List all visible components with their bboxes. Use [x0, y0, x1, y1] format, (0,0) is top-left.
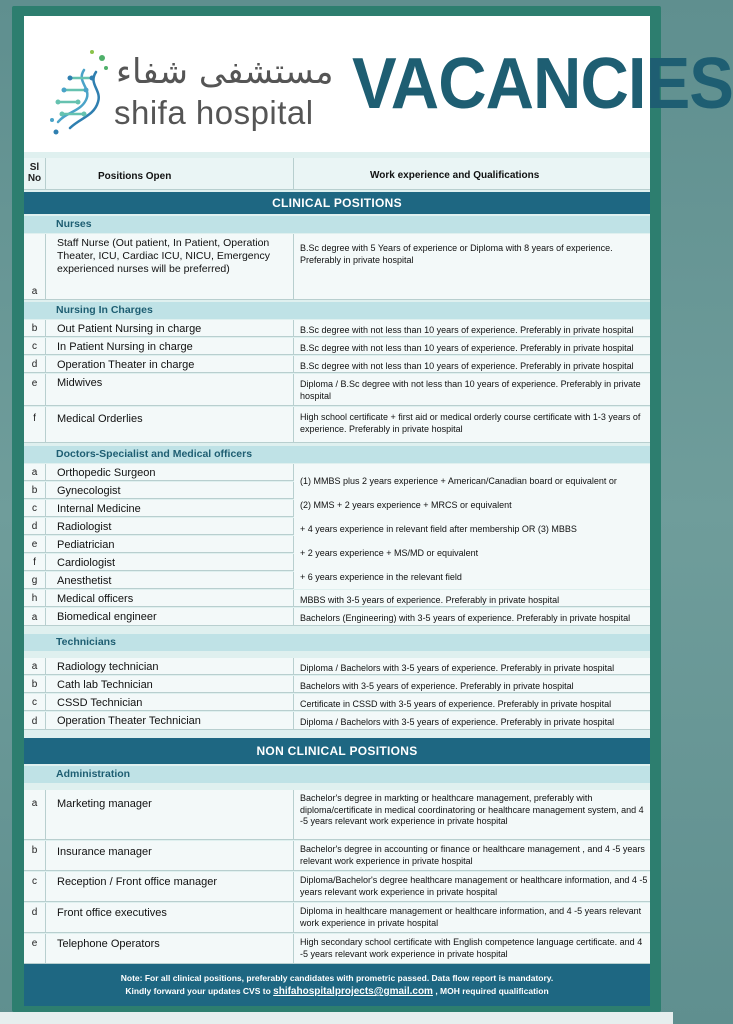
table-row: b Insurance manager Bachelor's degree in accounting or finance or healthcare management , and 4 -5 years relevant work experience in private hospital	[24, 841, 650, 871]
poster-header	[24, 16, 733, 152]
table-row: c Reception / Front office manager Diploma/Bachelor's degree healthcare management or healthcare information, and 4 -5 years relevant work experience in private hospital	[24, 872, 650, 902]
table-row: d Operation Theater Technician Diploma / Bachelors with 3-5 years of experience. Preferably in private hospital	[24, 712, 650, 730]
table-row: c Internal Medicine	[24, 500, 650, 517]
section-non-clinical: NON CLINICAL POSITIONS	[24, 738, 650, 764]
footer-contact-line	[24, 985, 650, 998]
table-row: f Medical Orderlies High school certificate + first aid or medical orderly course certificate with 1-3 years of experience. Preferably in private hospital	[24, 407, 650, 443]
doctor-qualifications: (1) MMBS plus 2 years experience + American/Canadian board or equivalent or (2) MMS + 2 years experience + MRCS or equivalent + 4 years experience in relevant field after membership OR (3) MBBS + 2 years experience + MS/MD or equivalent + 6 years experience in the relevant field	[294, 464, 650, 589]
table-row: a Biomedical engineer Bachelors (Engineering) with 3-5 years of experience. Preferably in private hospital	[24, 608, 650, 626]
table-row: c In Patient Nursing in charge B.Sc degree with not less than 10 years of experience. Preferably in private hospital	[24, 338, 650, 355]
footer-note-text: Note: For all clinical positions, preferably candidates with prometric passed. Data flow report is mandatory.	[120, 973, 554, 983]
table-row: f Cardiologist	[24, 554, 650, 571]
section-clinical: CLINICAL POSITIONS	[24, 192, 650, 214]
table-row: a Marketing manager Bachelor's degree in markting or healthcare management, preferably with diploma/certificate in medical coordinatoring or healthcare management system, and 4 -5 years relevant work experience in private hospital	[24, 790, 650, 840]
table-row: a Staff Nurse (Out patient, In Patient, Operation Theater, ICU, Cardiac ICU, NICU, Emergency experienced nurses will be preferred) B.Sc degree with 5 Years of experience or Diploma with 8 years of experience. Preferably in private hospital	[24, 234, 650, 300]
arabic-hospital-name: مستشفى شفاء	[116, 52, 334, 92]
table-row: e Pediatrician	[24, 536, 650, 553]
table-row: a Orthopedic Surgeon	[24, 464, 650, 481]
table-row: a Radiology technician Diploma / Bachelors with 3-5 years of experience. Preferably in private hospital	[24, 658, 650, 675]
subsection-doctors: Doctors-Specialist and Medical officers	[24, 446, 650, 463]
page-title: VACANCIES	[352, 44, 733, 124]
subsection-administration: Administration	[24, 766, 650, 783]
subsection-nurses: Nurses	[24, 216, 650, 233]
table-row: d Front office executives Diploma in healthcare management or healthcare information, and 4 -5 years relevant work experience in private hospital	[24, 903, 650, 933]
footer-note	[24, 964, 650, 1006]
contact-email-link[interactable]: shifahospitalprojects@gmail.com	[273, 986, 433, 997]
table-row: b Cath lab Technician Bachelors with 3-5 years of experience. Preferably in private hospital	[24, 676, 650, 693]
bottom-strip	[0, 1012, 673, 1024]
table-row: g Anesthetist	[24, 572, 650, 589]
footer-forward-text: Kindly forward your updates CVS to	[125, 986, 271, 996]
subsection-technicians: Technicians	[24, 634, 650, 651]
table-row: e Midwives Diploma / B.Sc degree with not less than 10 years of experience. Preferably in private hospital	[24, 374, 650, 406]
footer-moh-text: , MOH required qualification	[435, 986, 549, 996]
subsection-nursing-in-charges: Nursing In Charges	[24, 302, 650, 319]
header-sl: Sl No	[24, 158, 46, 189]
table-row: e Telephone Operators High secondary school certificate with English competence language certificate. and 4 -5 years relevant work experience in private hospital	[24, 934, 650, 964]
table-row: d Radiologist	[24, 518, 650, 535]
table-row: d Operation Theater in charge B.Sc degree with not less than 10 years of experience. Preferably in private hospital	[24, 356, 650, 373]
table-row: b Out Patient Nursing in charge B.Sc degree with not less than 10 years of experience. Preferably in private hospital	[24, 320, 650, 337]
header-positions: Positions Open	[46, 158, 294, 189]
table-header-row	[24, 158, 650, 190]
table-row: c CSSD Technician Certificate in CSSD with 3-5 years of experience. Preferably in private hospital	[24, 694, 650, 711]
table-row: h Medical officers MBBS with 3-5 years of experience. Preferably in private hospital	[24, 590, 650, 607]
poster-body	[24, 16, 733, 1006]
poster-frame	[12, 6, 733, 1012]
header-qualifications: Work experience and Qualifications	[370, 170, 540, 181]
shifa-logo-icon	[46, 42, 112, 142]
hospital-name: shifa hospital	[114, 94, 314, 131]
table-row: b Gynecologist	[24, 482, 650, 499]
